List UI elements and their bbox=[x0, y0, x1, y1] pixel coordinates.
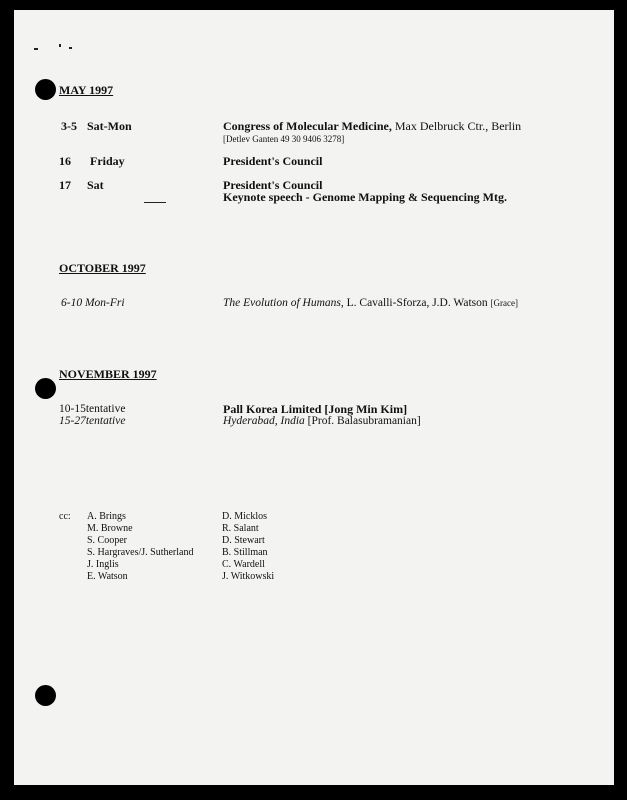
cc-recipient: R. Salant bbox=[222, 523, 259, 534]
punch-hole-bottom bbox=[35, 685, 56, 706]
stray-mark bbox=[34, 48, 38, 50]
event-title: President's Council bbox=[223, 178, 323, 192]
event-title: Pall Korea Limited [Jong Min Kim] bbox=[223, 402, 408, 416]
event-date: 10-15tentative bbox=[59, 403, 126, 415]
event-title: Congress of Molecular Medicine, bbox=[223, 119, 392, 133]
cc-recipient: B. Stillman bbox=[222, 547, 268, 558]
cc-recipient: E. Watson bbox=[87, 571, 128, 582]
cc-col2 bbox=[222, 511, 274, 583]
cc-recipient: M. Browne bbox=[87, 523, 133, 534]
punch-hole-middle bbox=[35, 378, 56, 399]
cc-recipient: J. Witkowski bbox=[222, 571, 275, 582]
event-title-2: Keynote speech - Genome Mapping & Sequencing Mtg. bbox=[223, 190, 507, 204]
event-description bbox=[223, 297, 518, 309]
cc-recipient: S. Hargraves/J. Sutherland bbox=[87, 547, 194, 558]
event-date: 6-10 Mon-Fri bbox=[61, 297, 125, 309]
event-day: Friday bbox=[90, 154, 125, 168]
event-title: President's Council bbox=[223, 154, 323, 168]
event-date: 17 bbox=[59, 178, 71, 192]
cc-recipient: J. Inglis bbox=[87, 559, 119, 570]
event-day: Sat-Mon bbox=[87, 119, 132, 133]
section-heading-may: MAY 1997 bbox=[59, 83, 114, 97]
cc-recipient: S. Cooper bbox=[87, 535, 127, 546]
event-contact: [Detlev Ganten 49 30 9406 3278] bbox=[223, 134, 345, 144]
event-detail: [Prof. Balasubramanian] bbox=[304, 415, 421, 427]
event-title: The Evolution of Humans bbox=[223, 297, 341, 309]
punch-hole-top bbox=[35, 79, 56, 100]
document-page bbox=[14, 10, 614, 785]
stray-mark bbox=[69, 47, 72, 49]
cc-col1 bbox=[87, 511, 193, 583]
event-detail: Max Delbruck Ctr., Berlin bbox=[391, 119, 522, 133]
section-heading-october: OCTOBER 1997 bbox=[59, 261, 146, 275]
event-detail: , L. Cavalli-Sforza, J.D. Watson bbox=[340, 297, 491, 309]
event-day: Sat bbox=[87, 178, 104, 192]
event-date: 16 bbox=[59, 154, 71, 168]
event-title: Hyderabad, India bbox=[223, 415, 305, 427]
cc-recipient: D. Stewart bbox=[222, 535, 265, 546]
event-date: 15-27tentative bbox=[59, 415, 126, 427]
event-description bbox=[223, 415, 421, 427]
cc-recipient: C. Wardell bbox=[222, 559, 265, 570]
event-date: 3-5 bbox=[61, 119, 77, 133]
event-tag: [Grace] bbox=[490, 298, 518, 308]
section-heading-november: NOVEMBER 1997 bbox=[59, 367, 157, 381]
cc-recipient: D. Micklos bbox=[222, 511, 267, 522]
cc-label: cc: bbox=[59, 511, 71, 522]
blank-underline bbox=[144, 202, 166, 203]
event-description bbox=[223, 119, 521, 134]
cc-recipient: A. Brings bbox=[87, 511, 126, 522]
stray-mark bbox=[59, 44, 61, 47]
